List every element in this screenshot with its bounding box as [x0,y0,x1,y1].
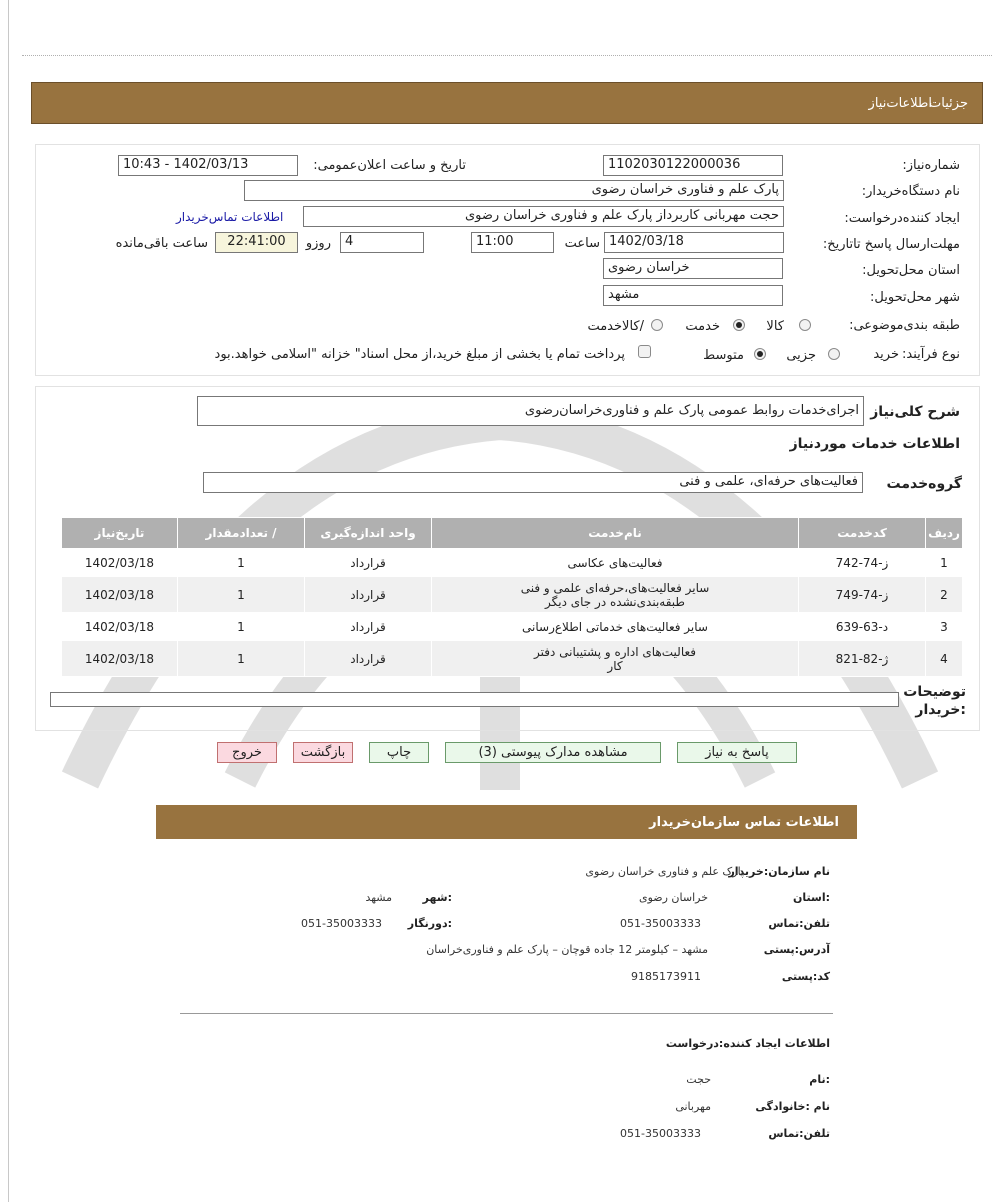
cell-name-line1: فعالیت‌های اداره و پشتیبانی دفتر [534,644,696,659]
cell-name [432,577,799,613]
province-field[interactable]: خراسان رضوی [603,258,783,279]
buyer-contact-link[interactable]: اطلاعات تماس‌خریدار [176,210,284,224]
radio-goods-service[interactable] [651,319,663,331]
radio-goods[interactable] [799,319,811,331]
contact-postal-value: 9185173911 [631,970,701,983]
col-date: تاریخ‌نیاز [62,518,178,549]
cell-code: ز-74-742 [799,549,926,577]
contact-postal-label: کد‌:پستی [781,970,830,983]
days-field[interactable]: 4 [340,232,424,253]
remaining-time-field: 22:41:00 [215,232,298,253]
cell-qty: 1 [178,549,305,577]
process-label: نوع فرآیند: [902,347,960,362]
cell-name [432,613,799,641]
radio-service[interactable] [733,319,745,331]
service-group-label: گروه‌خدمت [886,476,962,492]
cell-unit: قرارداد [305,549,432,577]
exit-button[interactable]: خروج [217,742,277,763]
tab-need-info[interactable]: اطلاعات‌نیاز [868,96,932,111]
cell-idx: 3 [926,613,963,641]
category-label: طبقه بندی‌موضوعی: [849,318,960,333]
need-number-label: شماره‌نیاز: [902,158,960,173]
table-row[interactable] [62,577,963,613]
print-button[interactable]: چاپ [369,742,429,763]
back-button[interactable]: بازگشت [293,742,353,763]
cell-date: 1402/03/18 [62,577,178,613]
radio-minor-label: جزیی [786,348,816,363]
radio-medium[interactable] [754,348,766,360]
contact-city-value: مشهد [365,891,392,904]
need-number-field[interactable]: 1102030122000036 [603,155,783,176]
col-row: ردیف [926,518,963,549]
services-table [61,517,963,677]
contact-address-value: مشهد – کیلومتر 12 جاده قوچان – پارک علم و فناوری‌خراسان [426,943,708,956]
cell-date: 1402/03/18 [62,549,178,577]
radio-service-label: خدمت [685,319,720,334]
contact-city-label: :شهر [422,891,452,904]
announce-label: تاریخ و ساعت اعلان‌عمومی: [313,158,466,173]
cell-name-line1: فعالیت‌های عکاسی [567,555,663,570]
radio-goods-service-label: /کالاخدمت [587,319,644,334]
summary-field[interactable]: اجرای‌خدمات روابط عمومی پارک علم و فناوری‌خراسان‌رضوی [197,396,864,426]
cell-idx: 2 [926,577,963,613]
buyer-org-field[interactable]: پارک علم و فناوری خراسان رضوی [244,180,784,201]
buyer-notes-label-1: توضیحات [903,684,966,700]
table-row[interactable] [62,641,963,677]
contact-phone-label: تلفن‌:تماس [768,917,830,930]
cell-code: ز-74-749 [799,577,926,613]
creator-field[interactable]: حجت مهربانی کاربرداز پارک علم و فناوری خراسان رضوی [303,206,784,227]
table-row[interactable] [62,549,963,577]
announce-date-field[interactable]: 1402/03/13 - 10:43 [118,155,298,176]
contact-title: اطلاعات تماس سازمان‌خریدار [649,815,839,830]
cell-name [432,549,799,577]
contact-fax-value: 051-35003333 [301,917,382,930]
cell-name-line2: کار [607,658,623,673]
col-unit: واحد اندازه‌گیری [305,518,432,549]
creator-name-label: :نام [809,1073,830,1086]
deadline-label: مهلت‌ارسال پاسخ تا‌تاریخ: [822,237,960,252]
col-qty: / تعدادمقدار [178,518,305,549]
view-docs-button[interactable]: مشاهده مدارک پیوستی (3) [445,742,661,763]
creator-label: ایجاد کننده‌درخواست: [844,211,960,226]
cell-name-line1: سایر فعالیت‌های،حرفه‌ای علمی و فنی [520,580,710,595]
cell-code: ژ-82-821 [799,641,926,677]
creator-family-label: نام :خانوادگی [755,1100,830,1113]
table-row[interactable] [62,613,963,641]
buyer-notes-field[interactable] [50,692,899,707]
need-form-panel [35,144,980,376]
tab-details[interactable]: جزئیات [929,96,968,111]
contact-phone-value: 051-35003333 [620,917,701,930]
cell-name-line2: طبقه‌بندی‌نشده در جای دیگر [545,594,685,609]
service-group-field[interactable]: فعالیت‌های حرفه‌ای، علمی و فنی [203,472,863,493]
cell-qty: 1 [178,613,305,641]
buyer-notes-label-2: :خریدار [915,702,966,718]
remaining-label: ساعت باقی‌مانده [115,236,208,251]
contact-org-value: پارک علم و فناوری خراسان رضوی [585,865,744,878]
contact-province-label: :استان [793,891,830,904]
cell-name [432,641,799,677]
cell-date: 1402/03/18 [62,613,178,641]
contact-header-bar [156,805,857,839]
contact-divider [180,1013,833,1014]
creator-phone-value: 051-35003333 [620,1127,701,1140]
radio-goods-label: کالا [766,319,784,334]
cell-unit: قرارداد [305,577,432,613]
cell-date: 1402/03/18 [62,641,178,677]
cell-name-line1: سایر فعالیت‌های خدماتی اطلاع‌رسانی [522,619,708,634]
deadline-date-field[interactable]: 1402/03/18 [604,232,784,253]
creator-family-value: مهربانی [675,1100,711,1113]
cell-code: د-63-639 [799,613,926,641]
reply-button[interactable]: پاسخ به نیاز [677,742,797,763]
creator-info-title: اطلاعات ایجاد کننده‌:درخواست [665,1037,830,1050]
cell-unit: قرارداد [305,641,432,677]
treasury-payment-text: پرداخت تمام یا بخشی از مبلغ خرید،از محل اسناد" خزانه "اسلامی خواهد.بود [214,347,625,362]
info-header-bar [31,82,983,124]
city-label: شهر محل‌تحویل: [870,290,960,305]
summary-label: شرح کلی‌نیاز [870,404,960,420]
contact-org-label: نام سازمان‌:خریدار [728,865,830,878]
cell-unit: قرارداد [305,613,432,641]
process-type: خرید [873,347,899,362]
cell-qty: 1 [178,641,305,677]
province-label: استان محل‌تحویل: [862,263,960,278]
contact-fax-label: :دورنگار [407,917,452,930]
deadline-time-label: ساعت [564,236,600,251]
city-field[interactable]: مشهد [603,285,783,306]
cell-idx: 1 [926,549,963,577]
treasury-checkbox[interactable] [638,345,651,358]
top-divider [22,55,992,56]
cell-idx: 4 [926,641,963,677]
services-heading: اطلاعات خدمات موردنیاز [789,436,960,452]
radio-minor[interactable] [828,348,840,360]
radio-medium-label: متوسط [703,348,744,363]
buyer-org-label: نام دستگاه‌خریدار: [861,184,960,199]
cell-qty: 1 [178,577,305,613]
col-name: نام‌خدمت [432,518,799,549]
contact-address-label: آدرس‌:پستی [763,943,830,956]
days-label: روزو [305,236,331,251]
deadline-time-field[interactable]: 11:00 [471,232,554,253]
creator-name-value: حجت [686,1073,711,1086]
col-code: کدخدمت [799,518,926,549]
creator-phone-label: تلفن‌:تماس [768,1127,830,1140]
contact-province-value: خراسان رضوی [638,891,708,904]
page-left-border [8,0,9,1202]
